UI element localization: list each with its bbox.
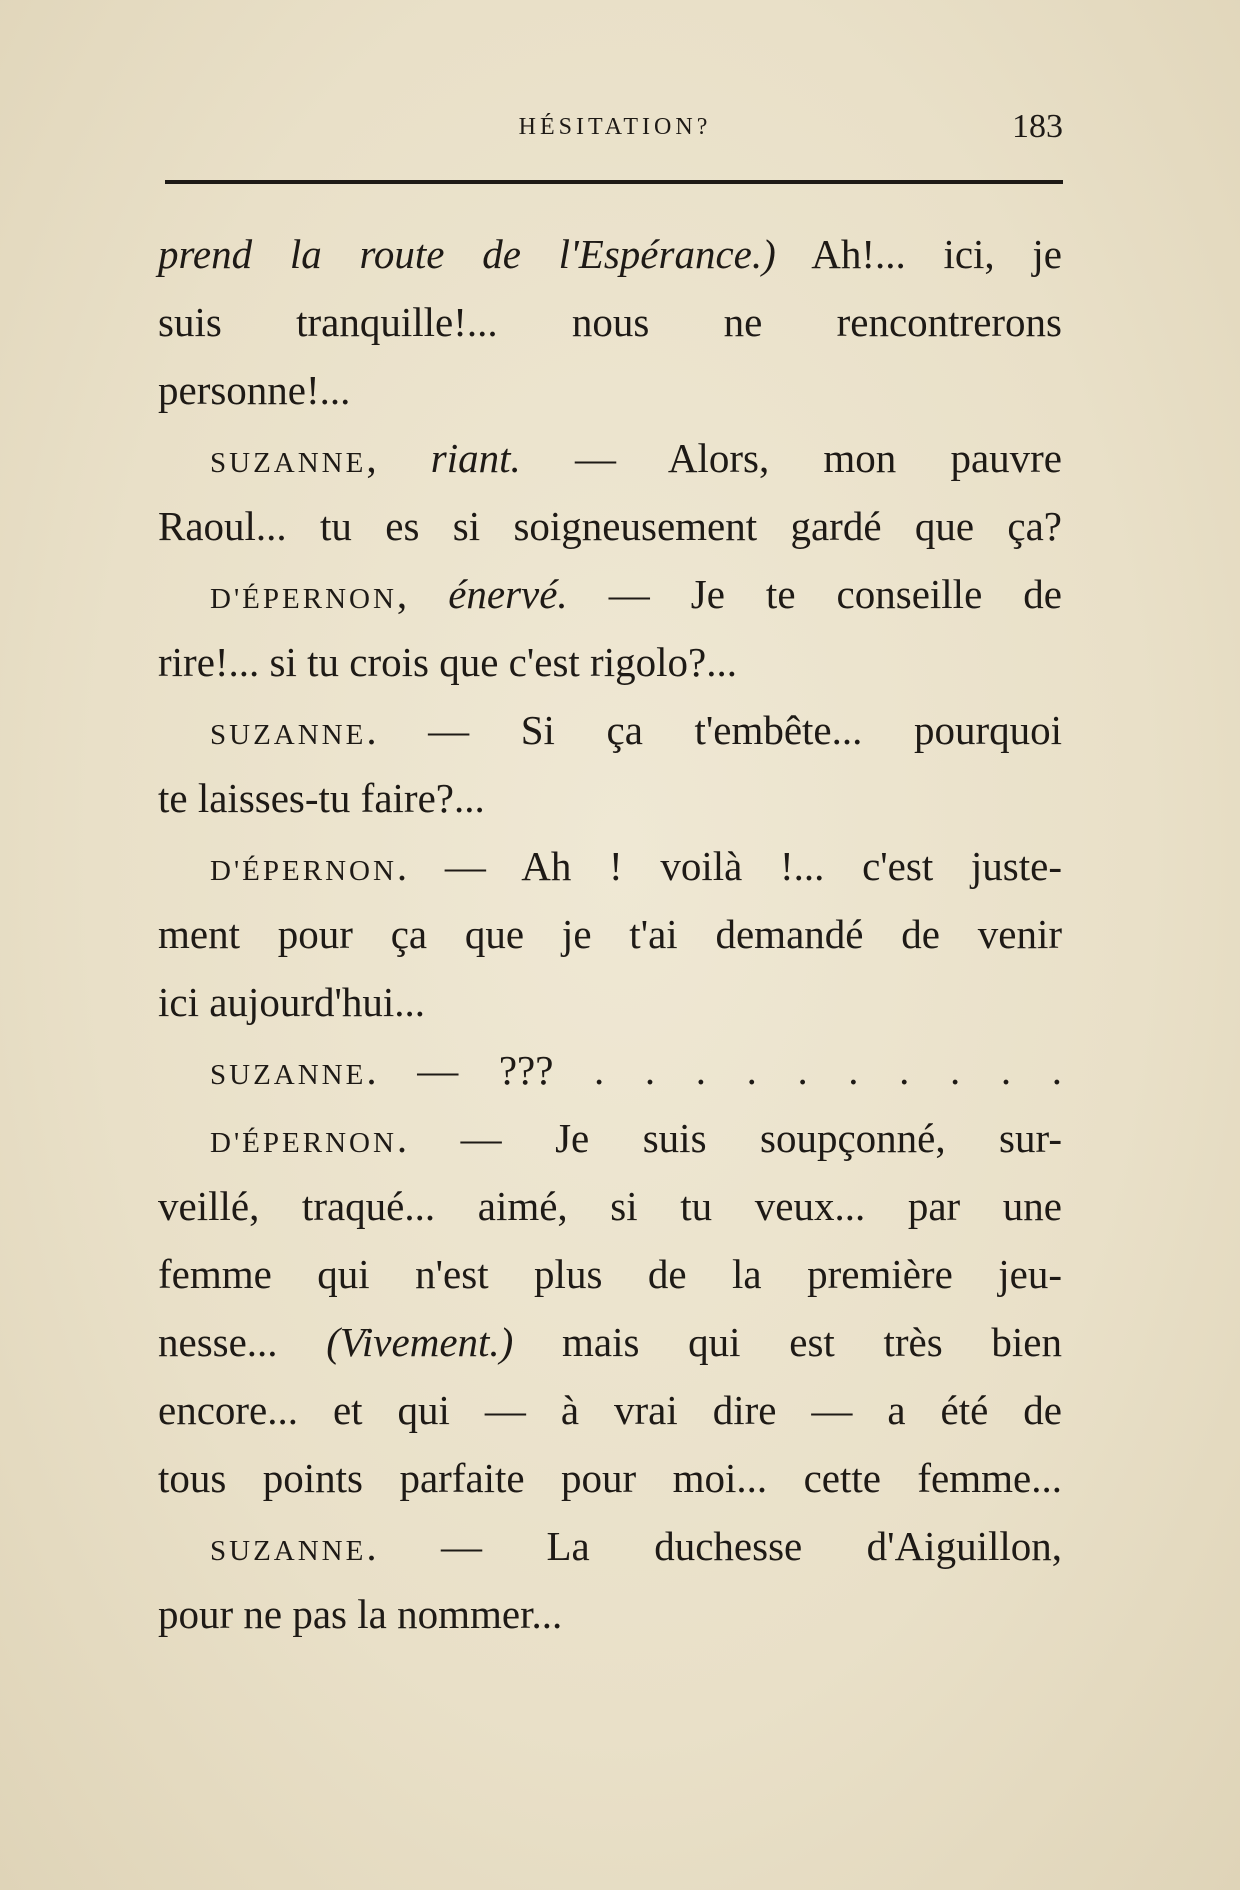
running-title: HÉSITATION?	[518, 114, 712, 140]
speaker-line	[158, 1512, 1062, 1580]
line-text: veillé, traqué... aimé, si tu veux... par une	[158, 1183, 1062, 1229]
speaker-line	[158, 560, 1062, 628]
text-line	[158, 1172, 1062, 1240]
speaker-line	[158, 696, 1062, 764]
page-number: 183	[1012, 108, 1063, 145]
speaker-name: SUZANNE	[210, 1535, 367, 1567]
line-text: . — La duchesse d'Aiguillon,	[366, 1523, 1062, 1569]
speaker-line	[158, 1104, 1062, 1172]
speaker-line	[158, 424, 1062, 492]
line-text: mais qui est très bien	[513, 1319, 1062, 1365]
header-rule	[165, 180, 1063, 184]
line-text: ,	[366, 435, 431, 481]
speaker-name: SUZANNE	[210, 719, 367, 751]
text-line	[158, 628, 1062, 696]
text-line	[158, 492, 1062, 560]
stage-direction: prend la route de l'Espérance.)	[158, 231, 776, 277]
line-text: femme qui n'est plus de la première jeu-	[158, 1251, 1062, 1297]
line-text: ,	[396, 571, 449, 617]
dialogue-text	[158, 220, 1062, 1648]
page-header	[165, 108, 1065, 158]
line-text: . — Ah ! voilà !... c'est juste-	[396, 843, 1062, 889]
line-text: ici aujourd'hui...	[158, 979, 426, 1025]
speaker-name: D'ÉPERNON	[210, 583, 397, 615]
stage-direction: riant.	[430, 435, 521, 481]
line-text: te laisses-tu faire?...	[158, 775, 485, 821]
line-text: tous points parfaite pour moi... cette femme...	[158, 1455, 1062, 1501]
text-line	[158, 288, 1062, 356]
line-text: . — Si ça t'embête... pourquoi	[366, 707, 1062, 753]
text-line	[158, 1580, 1062, 1648]
text-line	[158, 1240, 1062, 1308]
stage-direction: énervé.	[448, 571, 568, 617]
speaker-name: SUZANNE	[210, 1059, 367, 1091]
text-line	[158, 356, 1062, 424]
line-text: pour ne pas la nommer...	[158, 1591, 563, 1637]
line-text: personne!...	[158, 367, 351, 413]
speaker-name: D'ÉPERNON	[210, 855, 397, 887]
line-text: nesse...	[158, 1319, 327, 1365]
text-line	[158, 764, 1062, 832]
speaker-line	[158, 832, 1062, 900]
text-line	[158, 1308, 1062, 1376]
line-text: encore... et qui — à vrai dire — a été de	[158, 1387, 1062, 1433]
stage-direction: (Vivement.)	[326, 1319, 514, 1365]
line-text: — Alors, mon pauvre	[520, 435, 1062, 481]
text-line	[158, 1376, 1062, 1444]
line-text: ment pour ça que je t'ai demandé de venir	[158, 911, 1062, 957]
speaker-name: D'ÉPERNON	[210, 1127, 397, 1159]
line-text: suis tranquille!... nous ne rencontrerons	[158, 299, 1062, 345]
line-text: . — ??? . . . . . . . . . .	[366, 1047, 1062, 1093]
line-text: rire!... si tu crois que c'est rigolo?...	[158, 639, 737, 685]
text-line	[158, 968, 1062, 1036]
speaker-name: SUZANNE	[210, 447, 367, 479]
line-text: Ah!... ici, je	[775, 231, 1062, 277]
text-line	[158, 1444, 1062, 1512]
text-line	[158, 220, 1062, 288]
speaker-line	[158, 1036, 1062, 1104]
line-text: . — Je suis soupçonné, sur-	[396, 1115, 1062, 1161]
line-text: Raoul... tu es si soigneusement gardé que ça?	[158, 503, 1062, 549]
line-text: — Je te conseille de	[567, 571, 1062, 617]
text-line	[158, 900, 1062, 968]
